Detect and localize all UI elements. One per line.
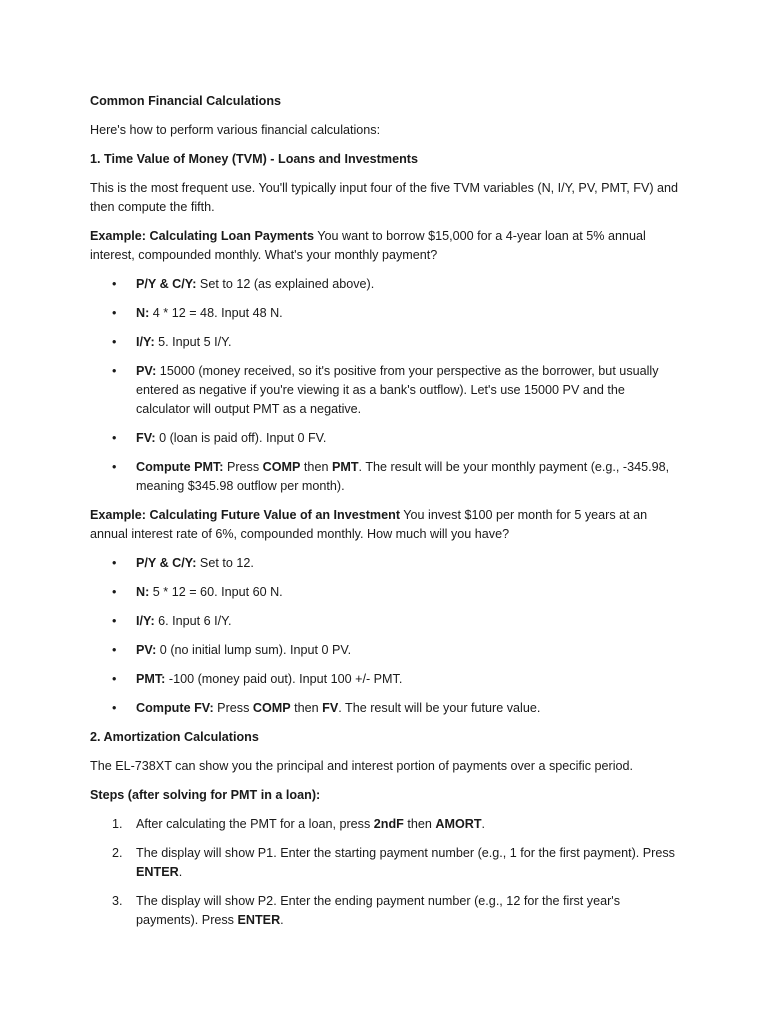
key-enter: ENTER [237,913,281,927]
list-item [90,429,680,448]
list-item [90,304,680,323]
example2-list [90,554,680,718]
section1-heading: 1. Time Value of Money (TVM) - Loans and Investments [90,152,418,166]
compute-key: Compute FV: [136,701,214,715]
example2-paragraph [90,506,680,544]
compute-text: . The result will be your future value. [338,701,541,715]
list-item [90,554,680,573]
step-text: then [403,817,436,831]
list-item [90,612,680,631]
key-2ndf: 2ndF [373,817,404,831]
step-text: . [481,817,486,831]
list-item-text: 5 * 12 = 60. Input 60 N. [149,585,283,599]
example2-label: Example: Calculating Future Value of an Investment [90,508,401,522]
list-item-key: I/Y: [136,335,155,349]
key-pmt: PMT [331,460,359,474]
list-item-text: 6. Input 6 I/Y. [154,614,232,628]
document-title: Common Financial Calculations [90,94,282,108]
compute-text: then [300,460,332,474]
list-item-text: 5. Input 5 I/Y. [154,335,232,349]
list-item-text: Set to 12 (as explained above). [196,277,375,291]
list-item-text: 15000 (money received, so it's positive from your perspective as the borrower, but usually entered as negative if you're viewing it as a bank's outflow). Let's use 15000 PV and the calculator will output PMT as a negative. [136,364,659,416]
list-item-key: N: [136,306,150,320]
list-item [90,641,680,660]
step-text: After calculating the PMT for a loan, press [136,817,374,831]
steps-list [90,815,680,930]
steps-label: Steps (after solving for PMT in a loan): [90,788,321,802]
list-item [90,670,680,689]
list-item-key: I/Y: [136,614,155,628]
compute-text: then [290,701,323,715]
section2-body: The EL-738XT can show you the principal and interest portion of payments over a specific period. [90,759,634,773]
list-item-key: PMT: [136,672,166,686]
list-item-key: PV: [136,364,157,378]
step-text: The display will show P1. Enter the starting payment number (e.g., 1 for the first payment). Press [136,846,675,860]
list-item-text: 0 (loan is paid off). Input 0 FV. [155,431,327,445]
key-amort: AMORT [435,817,482,831]
step-text: . [280,913,284,927]
list-item-key: PV: [136,643,157,657]
list-item-text: 0 (no initial lump sum). Input 0 PV. [156,643,352,657]
example2-text: You invest $100 per month for 5 years at an annual interest rate of 6%, compounded monthly. How much will you have? [90,508,648,541]
key-enter: ENTER [136,865,179,879]
intro-paragraph: Here's how to perform various financial calculations: [90,123,381,137]
key-fv: FV [322,701,339,715]
compute-text: . The result will be your monthly payment (e.g., -345.98, meaning $345.98 outflow per month). [136,460,670,493]
list-item-key: P/Y & C/Y: [136,556,197,570]
key-comp: COMP [262,460,301,474]
step-item [90,815,680,834]
list-item-key: FV: [136,431,156,445]
list-item-key: P/Y & C/Y: [136,277,197,291]
step-number: 2. [112,846,123,860]
list-item-text: 4 * 12 = 48. Input 48 N. [149,306,283,320]
compute-key: Compute PMT: [136,460,224,474]
example1-label: Example: Calculating Loan Payments [90,229,314,243]
list-item-text: Set to 12. [196,556,254,570]
list-item-key: N: [136,585,150,599]
step-item [90,892,680,930]
list-item-text: -100 (money paid out). Input 100 +/- PMT. [165,672,403,686]
section1-body: This is the most frequent use. You'll typically input four of the five TVM variables (N, I/Y, PV, PMT, FV) and then compute the fifth. [90,181,679,214]
key-comp: COMP [252,701,291,715]
step-item [90,844,680,882]
step-number: 1. [112,817,123,831]
list-item [90,583,680,602]
step-text: . [178,865,183,879]
compute-text: Press [223,460,263,474]
list-item [90,275,680,294]
step-number: 3. [112,894,123,908]
document-page [90,92,680,940]
example1-list [90,275,680,496]
example1-text: You want to borrow $15,000 for a 4-year loan at 5% annual interest, compounded monthly. What's your monthly payment? [90,229,646,262]
section2-heading: 2. Amortization Calculations [90,730,259,744]
step-text: The display will show P2. Enter the ending payment number (e.g., 12 for the first year's payments). Press [136,894,621,927]
list-item-compute [90,699,680,718]
compute-text: Press [213,701,253,715]
list-item-compute [90,458,680,496]
list-item [90,362,680,419]
example1-paragraph [90,227,680,265]
list-item [90,333,680,352]
